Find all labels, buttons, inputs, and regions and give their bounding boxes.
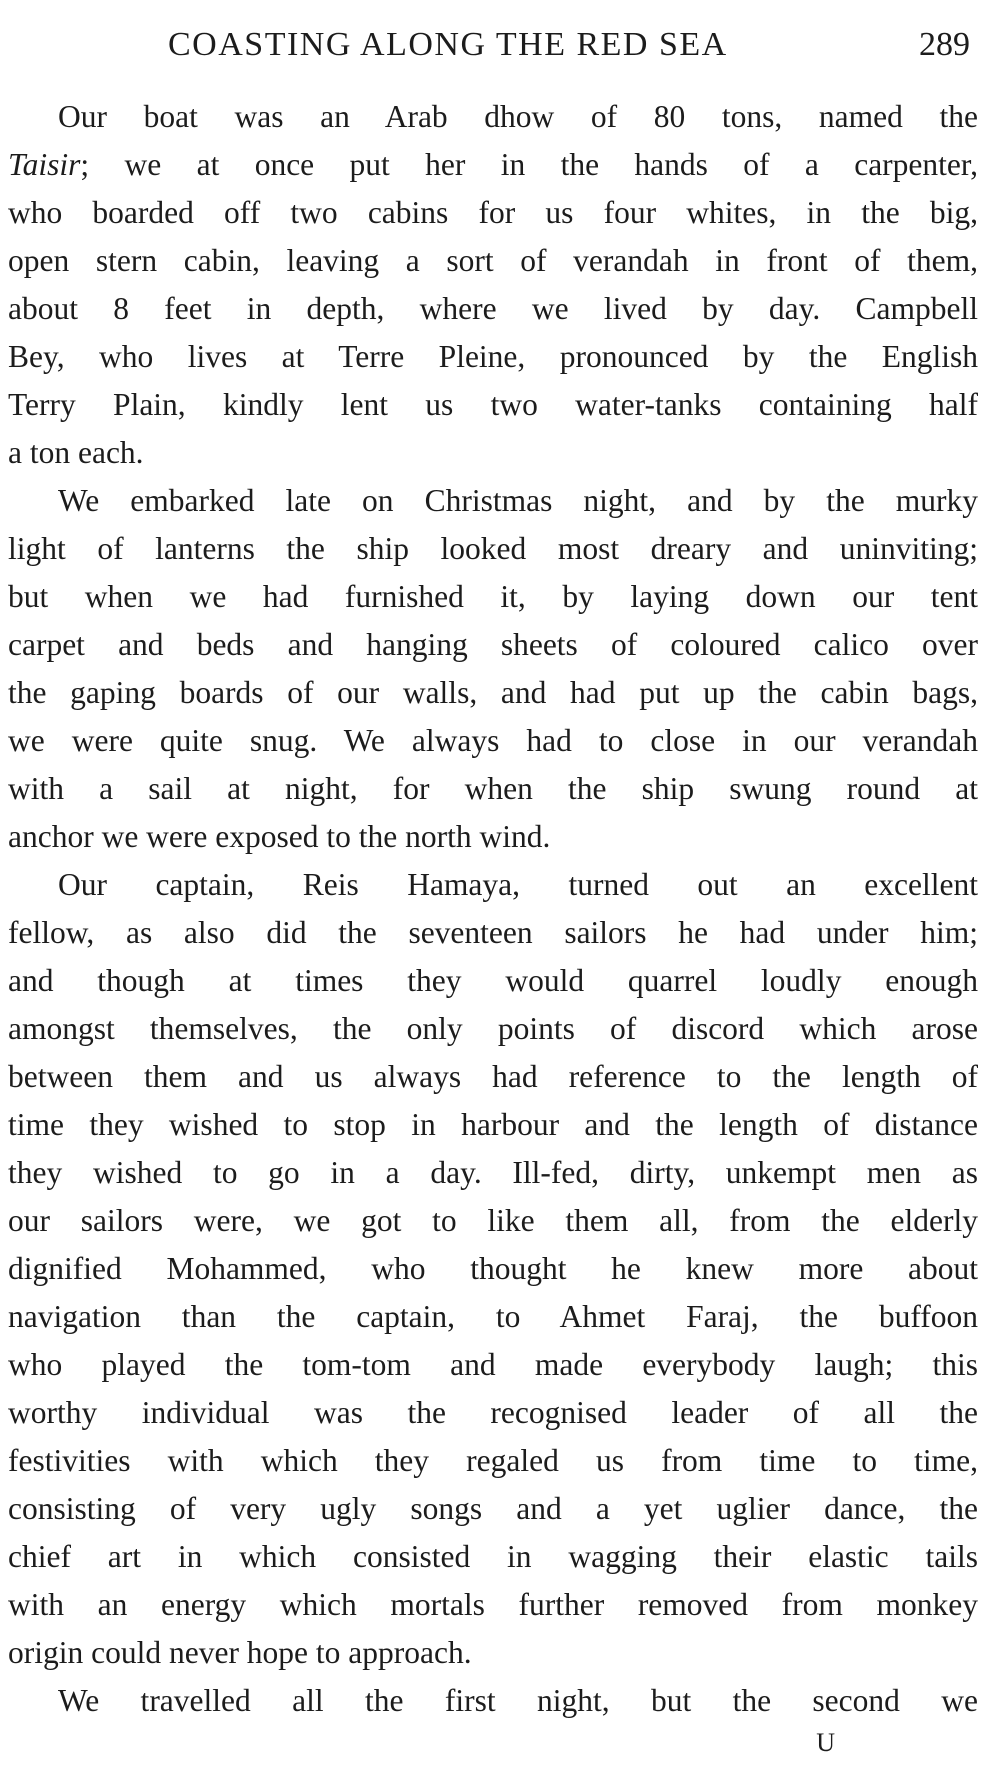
text-line: between them and us always had reference to the length of xyxy=(8,1059,978,1094)
text-line: worthy individual was the recognised leader of all the xyxy=(8,1395,978,1430)
text-line: carpet and beds and hanging sheets of coloured calico over xyxy=(8,627,978,662)
text-line: We travelled all the first night, but the second we xyxy=(58,1683,978,1718)
text-line: festivities with which they regaled us from time to time, xyxy=(8,1443,978,1478)
ship-name: Taisir xyxy=(8,147,81,182)
text-line: our sailors were, we got to like them all, from the elderly xyxy=(8,1203,978,1238)
text-line: consisting of very ugly songs and a yet uglier dance, the xyxy=(8,1491,978,1526)
body-text xyxy=(8,93,978,1725)
text-line: and though at times they would quarrel loudly enough xyxy=(8,963,978,998)
text-line: a ton each. xyxy=(8,435,144,470)
text-line: time they wished to stop in harbour and the length of distance xyxy=(8,1107,978,1142)
text-line: chief art in which consisted in wagging their elastic tails xyxy=(8,1539,978,1574)
text-line: Terry Plain, kindly lent us two water-tanks containing half xyxy=(8,387,978,422)
running-head xyxy=(0,20,1000,70)
text-line: with an energy which mortals further removed from monkey xyxy=(8,1587,978,1622)
paragraph xyxy=(8,1677,978,1725)
paragraph xyxy=(8,477,978,861)
text-line: with a sail at night, for when the ship swung round at xyxy=(8,771,978,806)
text-line: about 8 feet in depth, where we lived by day. Campbell xyxy=(8,291,978,326)
text-line: who played the tom-tom and made everybody laugh; this xyxy=(8,1347,978,1382)
text-line: Our boat was an Arab dhow of 80 tons, named the xyxy=(58,99,978,134)
paragraph xyxy=(8,861,978,1677)
text-line: dignified Mohammed, who thought he knew more about xyxy=(8,1251,978,1286)
text-line: we were quite snug. We always had to close in our verandah xyxy=(8,723,978,758)
text-line: they wished to go in a day. Ill-fed, dirty, unkempt men as xyxy=(8,1155,978,1190)
text-line: open stern cabin, leaving a sort of verandah in front of them, xyxy=(8,243,978,278)
text-line: navigation than the captain, to Ahmet Faraj, the buffoon xyxy=(8,1299,978,1334)
text-line: who boarded off two cabins for us four whites, in the big, xyxy=(8,195,978,230)
text-line: Taisir; we at once put her in the hands of a carpenter, xyxy=(8,147,978,182)
page-number: 289 xyxy=(919,26,970,63)
text-line: light of lanterns the ship looked most dreary and uninviting; xyxy=(8,531,978,566)
text-line: anchor we were exposed to the north wind. xyxy=(8,819,551,854)
signature-mark: U xyxy=(816,1728,835,1757)
running-title: COASTING ALONG THE RED SEA xyxy=(168,26,728,63)
text-line: amongst themselves, the only points of discord which arose xyxy=(8,1011,978,1046)
text-line: Our captain, Reis Hamaya, turned out an excellent xyxy=(58,867,978,902)
text-line: We embarked late on Christmas night, and by the murky xyxy=(58,483,978,518)
paragraph xyxy=(8,93,978,477)
text-line: the gaping boards of our walls, and had put up the cabin bags, xyxy=(8,675,978,710)
text-line: but when we had furnished it, by laying down our tent xyxy=(8,579,978,614)
text-line: Bey, who lives at Terre Pleine, pronounced by the English xyxy=(8,339,978,374)
text-line: origin could never hope to approach. xyxy=(8,1635,472,1670)
text-line: fellow, as also did the seventeen sailors he had under him; xyxy=(8,915,978,950)
